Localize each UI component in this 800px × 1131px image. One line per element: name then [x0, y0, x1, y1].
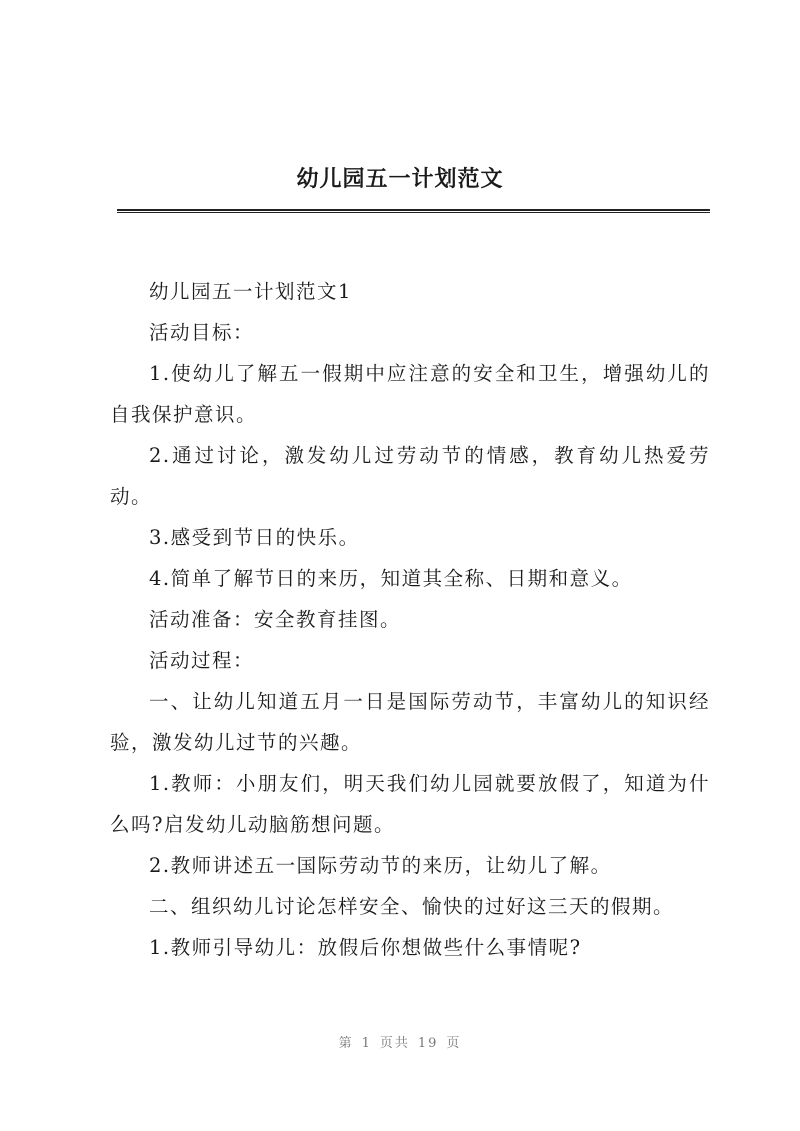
paragraph: 活动目标：: [149, 321, 255, 344]
paragraph: 4.简单了解节日的来历，知道其全称、日期和意义。: [149, 567, 633, 590]
footer-suffix: 页: [446, 1036, 462, 1051]
paragraph: 2.通过讨论，激发幼儿过劳动节的情感，教育幼儿热爱劳动。: [110, 444, 710, 508]
document-body: [110, 271, 710, 968]
paragraph: 1.使幼儿了解五一假期中应注意的安全和卫生，增强幼儿的自我保护意识。: [110, 362, 710, 426]
paragraph: 1.教师引导幼儿：放假后你想做些什么事情呢?: [149, 936, 582, 959]
page-number: 1: [361, 1036, 372, 1051]
paragraph: 幼儿园五一计划范文1: [149, 280, 352, 303]
paragraph: 活动准备：安全教育挂图。: [149, 608, 402, 631]
paragraph: 3.感受到节日的快乐。: [149, 526, 360, 549]
paragraph: 2.教师讲述五一国际劳动节的来历，让幼儿了解。: [149, 854, 612, 877]
page-footer: [0, 1032, 800, 1051]
paragraph: 二、组织幼儿讨论怎样安全、愉快的过好这三天的假期。: [149, 895, 675, 918]
total-pages: 19: [417, 1036, 439, 1051]
title-divider: [117, 209, 710, 213]
paragraph: 一、让幼儿知道五月一日是国际劳动节，丰富幼儿的知识经验，激发幼儿过节的兴趣。: [110, 690, 710, 754]
paragraph: 1.教师：小朋友们，明天我们幼儿园就要放假了，知道为什么吗?启发幼儿动脑筋想问题。: [110, 772, 710, 836]
document-title: 幼儿园五一计划范文: [296, 166, 504, 192]
footer-prefix: 第: [338, 1036, 354, 1051]
footer-middle: 页共: [379, 1036, 410, 1051]
paragraph: 活动过程：: [149, 649, 255, 672]
